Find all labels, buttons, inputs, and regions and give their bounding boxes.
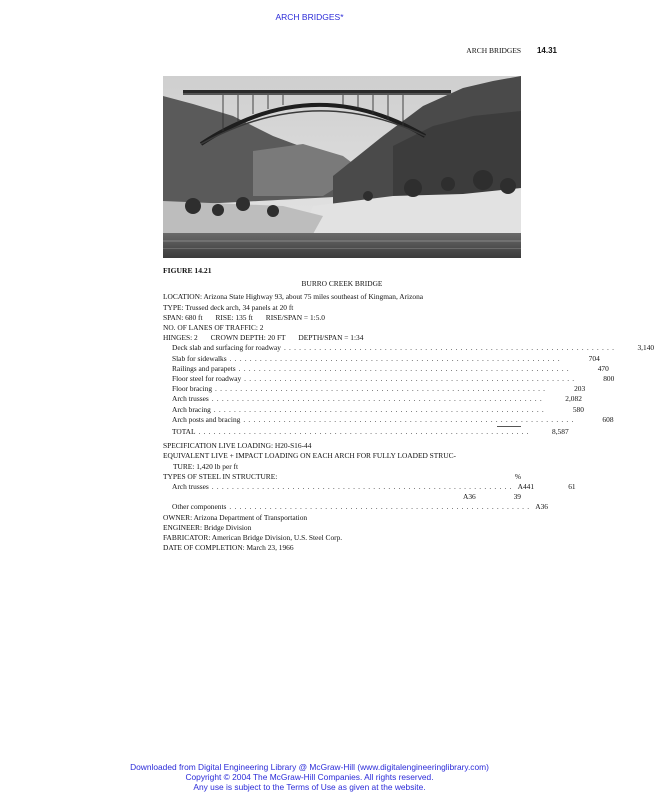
- span-line: SPAN: 680 ft RISE: 135 ft RISE/SPAN = 1:5.0: [163, 312, 325, 322]
- weight-row: Arch trusses .................................................................. 2,082: [172, 394, 582, 404]
- owner-line: OWNER: Arizona Department of Transportation: [163, 512, 308, 522]
- location-line: LOCATION: Arizona State Highway 93, about 75 miles southeast of Kingman, Arizona: [163, 292, 424, 302]
- spec-loading-line: SPECIFICATION LIVE LOADING: H20-S16-44: [163, 441, 312, 451]
- steel-row: Other components ............................................................ A36: [172, 502, 548, 512]
- weight-row: Slab for sidewalks .................................................................. 704: [172, 353, 600, 363]
- steel-row: A36 39: [463, 492, 521, 502]
- equiv-loading-cont: TURE: 1,420 lb per ft: [173, 461, 239, 471]
- equiv-loading-line: EQUIVALENT LIVE + IMPACT LOADING ON EACH ARCH FOR FULLY LOADED STRUC-: [163, 451, 456, 461]
- figure-label: FIGURE 14.21: [163, 266, 212, 275]
- running-head: [466, 46, 557, 55]
- weight-row: Arch posts and bracing .................................................................. 608: [172, 414, 614, 424]
- lanes-line: NO. OF LANES OF TRAFFIC: 2: [163, 323, 264, 333]
- document-title: ARCH BRIDGES*: [275, 12, 344, 22]
- footer-copyright: Copyright © 2004 The McGraw-Hill Companies. All rights reserved.: [185, 772, 434, 782]
- weight-row: Floor steel for roadway .................................................................. 800: [172, 374, 615, 384]
- engineer-line: ENGINEER: Bridge Division: [163, 522, 252, 532]
- bridge-photograph: [163, 76, 521, 258]
- fabricator-line: FABRICATOR: American Bridge Division, U.S. Steel Corp.: [163, 533, 343, 543]
- steel-heading: TYPES OF STEEL IN STRUCTURE:: [163, 471, 278, 481]
- weights-table: [163, 343, 654, 437]
- completion-line: DATE OF COMPLETION: March 23, 1966: [163, 543, 294, 553]
- type-line: TYPE: Trussed deck arch, 34 panels at 20 ft: [163, 302, 294, 312]
- total-row: TOTAL .................................................................. 8,587: [172, 427, 569, 437]
- figure-caption: BURRO CREEK BRIDGE: [301, 279, 383, 289]
- running-head-title: ARCH BRIDGES: [466, 46, 522, 55]
- weight-row: Floor bracing .................................................................. 203: [172, 384, 586, 394]
- steel-heading-row: [163, 472, 521, 482]
- bridge-data-sheet: [163, 266, 654, 553]
- footer: [0, 762, 619, 792]
- percent-symbol: %: [514, 471, 521, 481]
- weight-row: Arch bracing .................................................................. 580: [172, 404, 584, 414]
- weight-row: Deck slab and surfacing for roadway .................................................................. 3,140: [172, 343, 654, 353]
- page-number: 14.31: [536, 46, 557, 55]
- footer-download-link[interactable]: Downloaded from Digital Engineering Library @ McGraw-Hill (www.digitalengineeringlibrary.com): [130, 762, 489, 772]
- footer-terms: Any use is subject to the Terms of Use as given at the website.: [193, 782, 426, 792]
- weight-row: Railings and parapets .................................................................. 470: [172, 363, 609, 373]
- steel-row: Arch trusses ............................................................ A441 61: [172, 482, 576, 492]
- hinges-line: HINGES: 2 CROWN DEPTH: 20 FT DEPTH/SPAN = 1:34: [163, 333, 364, 343]
